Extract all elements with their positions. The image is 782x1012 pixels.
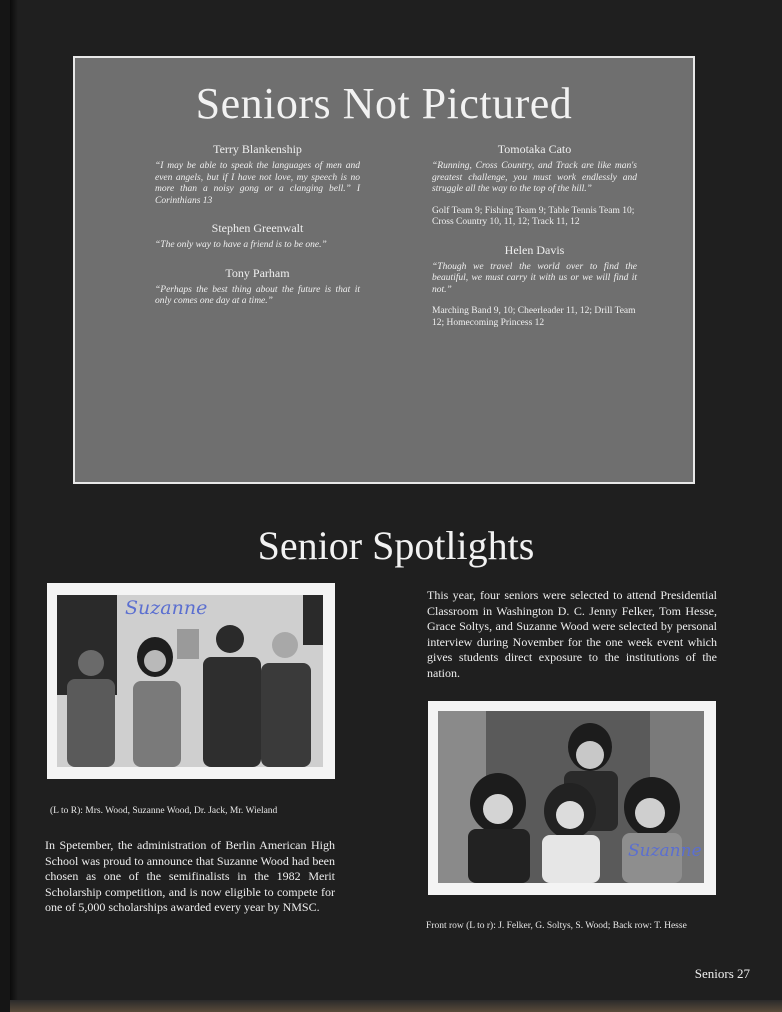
senior-activities: Golf Team 9; Fishing Team 9; Table Tennis Team 10; Cross Country 10, 11, 12; Track 11, 12 [432,205,635,227]
seniors-not-pictured-box [73,56,695,484]
senior-quote: “Perhaps the best thing about the future is that it only comes one day at a time.” [155,284,360,306]
left-column [155,142,360,322]
senior-name: Tony Parham [225,265,290,280]
photo-frame-right [428,701,716,895]
senior-entry [155,221,360,252]
page-bottom-edge [10,1000,782,1012]
senior-quote: “The only way to have a friend is to be one.” [155,240,327,250]
merit-scholarship-paragraph: In Spetember, the administration of Berlin American High School was proud to announce that Suzanne Wood had been chosen as one of the semifinalists in the 1982 Merit Scholarship competition, and is now eligible to compete for one of 5,000 scholarships awarded every year by NMSC. [45,838,335,914]
senior-spotlights-title: Senior Spotlights [257,523,535,568]
senior-entry [432,142,637,229]
right-column [432,142,637,343]
seniors-not-pictured-title: Seniors Not Pictured [195,79,573,128]
senior-name: Stephen Greenwalt [211,221,304,235]
senior-activities: Marching Band 9, 10; Cheerleader 11, 12; Drill Team 12; Homecoming Princess 12 [432,306,636,328]
presidential-classroom-paragraph: This year, four seniors were selected to attend Presidential Classroom in Washington D. C. Jenny Felker, Tom Hesse, Grace Soltys, and Suzanne Wood were selected by personal interview during November for the one week event which gives students direct exposure to the institutions of the nation. [427,588,717,680]
yearbook-page [10,0,782,1012]
senior-name: Helen Davis [504,242,565,257]
group-photo-award [57,595,323,767]
senior-entry [155,266,360,308]
senior-entry [155,142,360,207]
senior-quote: “I may be able to speak the languages of men and even angels, but if I have not love, my speech is no more than a noisy gong or a clanging bell.” I Corinthians 13 [155,161,360,206]
photo-caption-right: Front row (L to r): J. Felker, G. Soltys, S. Wood; Back row: T. Hesse [426,921,687,931]
senior-quote: “Though we travel the world over to find the beautiful, we must carry it with us or we will find it not.” [432,261,637,295]
senior-name: Terry Blankenship [213,142,302,156]
senior-entry [432,243,637,330]
page-folio: Seniors 27 [694,966,750,981]
photo-illustration [57,595,323,767]
autograph-signature: Suzanne [125,597,208,619]
photo-frame-left [47,583,335,779]
photo-caption-left: (L to R): Mrs. Wood, Suzanne Wood, Dr. Jack, Mr. Wieland [50,806,278,816]
senior-name: Tomotaka Cato [497,142,572,156]
autograph-signature: Suzanne [628,841,702,861]
senior-quote: “Running, Cross Country, and Track are like man's greatest challenge, you must work endlessly and struggle all the way to the top of the hill.” [432,161,637,194]
